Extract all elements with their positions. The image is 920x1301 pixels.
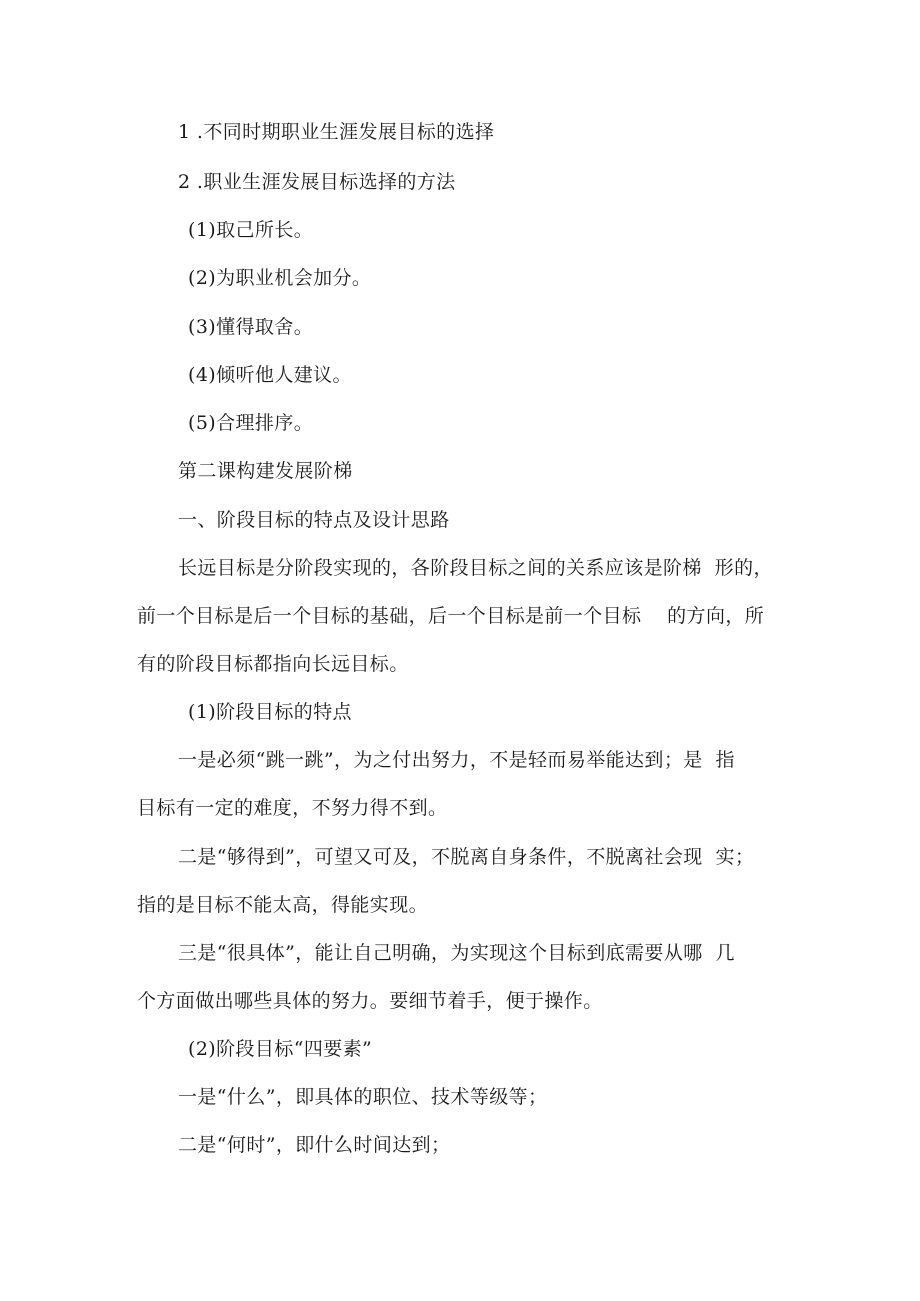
feature-1-line-2: 目标有一定的难度，不努力得不到。: [137, 797, 448, 819]
heading-item-2: 2 .职业生涯发展目标选择的方法: [178, 171, 456, 193]
feature-1-line-1: 一是必须“跳一跳”，为之付出努力，不是轻而易举能达到；是 指: [178, 749, 735, 771]
paragraph-line-1: 长远目标是分阶段实现的，各阶段目标之间的关系应该是阶梯 形的，: [178, 557, 773, 579]
paragraph-line-2: 前一个目标是后一个目标的基础，后一个目标是前一个目标 的方向，所: [137, 605, 765, 627]
method-item-1: (1)取己所长。: [188, 219, 314, 241]
method-item-4: (4)倾听他人建议。: [188, 364, 352, 386]
section-heading: 一、阶段目标的特点及设计思路: [178, 509, 450, 531]
method-item-5: (5)合理排序。: [188, 412, 314, 434]
method-item-2: (2)为职业机会加分。: [188, 267, 372, 289]
paragraph-line-3: 有的阶段目标都指向长远目标。: [137, 653, 409, 675]
feature-2-line-2: 指的是目标不能太高，得能实现。: [137, 894, 429, 916]
subheading-features: (1)阶段目标的特点: [188, 701, 352, 723]
feature-2-line-1: 二是“够得到”，可望又可及，不脱离自身条件，不脱离社会现 实；: [178, 846, 755, 868]
method-item-3: (3)懂得取舍。: [188, 316, 314, 338]
lesson-title: 第二课构建发展阶梯: [178, 460, 353, 482]
element-2: 二是“何时”，即什么时间达到；: [178, 1134, 451, 1156]
element-1: 一是“什么”，即具体的职位、技术等级等；: [178, 1086, 548, 1108]
subheading-four-elements: (2)阶段目标“四要素”: [188, 1038, 373, 1060]
heading-item-1: 1 .不同时期职业生涯发展目标的选择: [178, 121, 495, 143]
feature-3-line-1: 三是“很具体”，能让自己明确，为实现这个目标到底需要从哪 几: [178, 942, 735, 964]
feature-3-line-2: 个方面做出哪些具体的努力。要细节着手，便于操作。: [137, 990, 603, 1012]
